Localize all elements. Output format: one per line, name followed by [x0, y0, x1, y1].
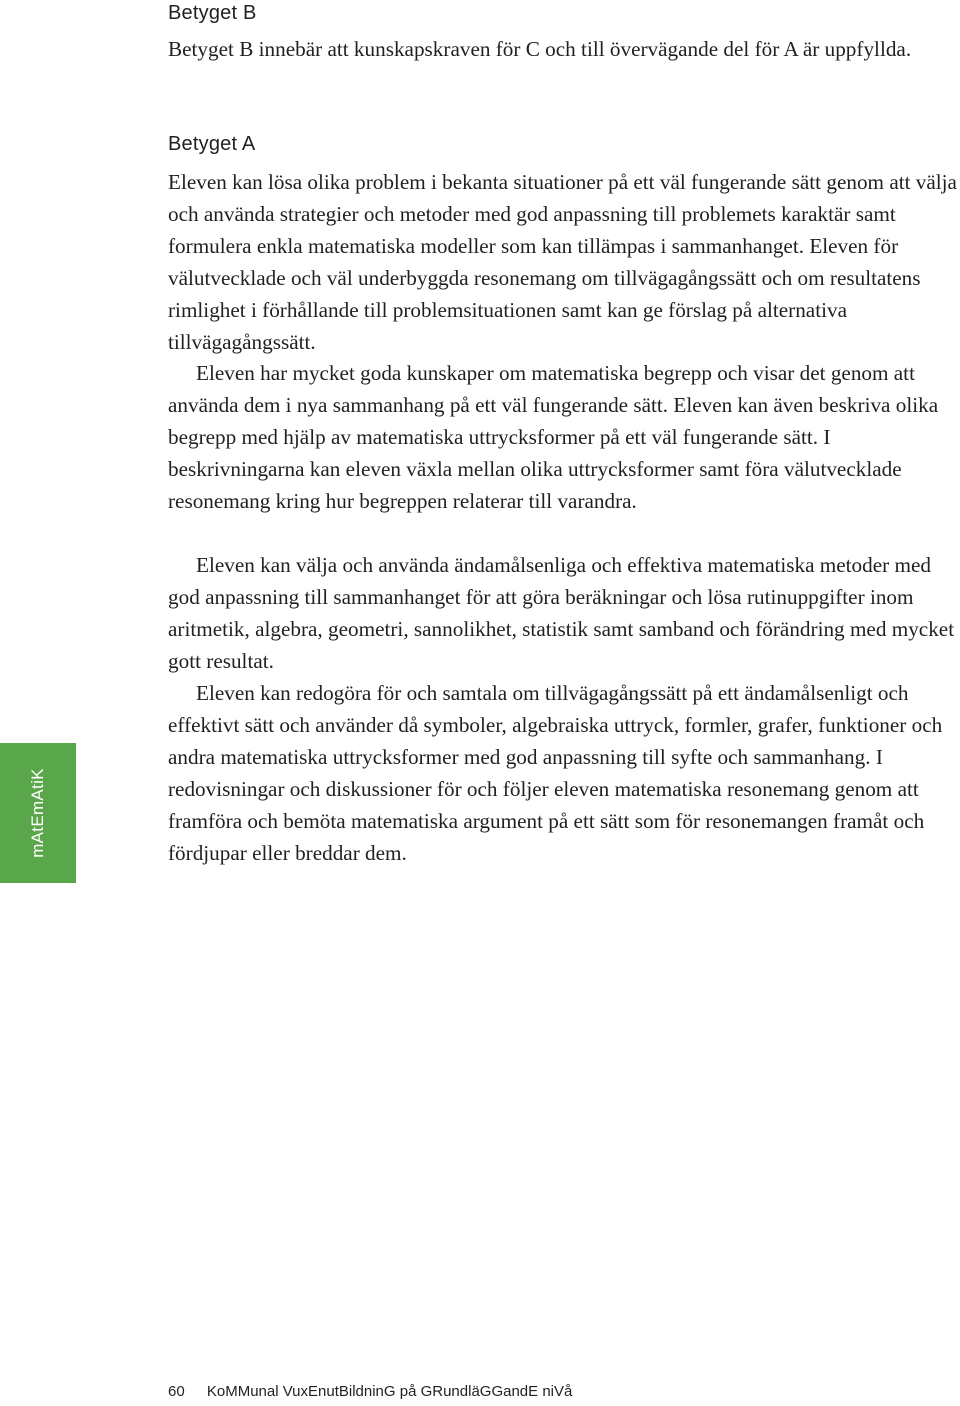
paragraph-betyget-a-1: Eleven kan lösa olika problem i bekanta situationer på ett väl fungerande sätt genom att välja och använda strategier och metoder med god anpassning till problemets karaktär samt formulera enkla matematiska modeller som kan tillämpas i sammanhanget. Eleven för välutvecklade och väl underbyggda resonemang om tillvägagångssätt och om resultatens rimlighet i förhållande till problemsituationen samt kan ge förslag på alternativa tillvägagångssätt. [168, 170, 957, 354]
paragraph-betyget-a-2: Eleven har mycket goda kunskaper om matematiska begrepp och visar det genom att använda dem i nya sammanhang på ett väl fungerande sätt. Eleven kan även beskriva olika begrepp med hjälp av matematiska uttrycksformer på ett väl fungerande sätt. I beskrivningarna kan eleven växla mellan olika uttrycksformer samt föra välutvecklade resonemang kring hur begreppen relaterar till varandra. [168, 361, 939, 513]
running-title: KoMMunal VuxEnutBildninG på GRundläGGandE niVå [206, 1383, 573, 1400]
side-section-label: mAtEmAtiK [28, 768, 47, 858]
paragraph-betyget-a-4: Eleven kan redogöra för och samtala om tillvägagångssätt på ett ändamålsenligt och effektivt sätt och använder då symboler, algebraiska uttryck, formler, grafer, funktioner och andra matematiska uttrycksformer med god anpassning till syfte och sammanhang. I redovisningar och diskussioner för och följer eleven matematiska resonemang genom att framföra och bemöta matematiska argument på ett sätt som för resonemangen framåt och fördjupar eller breddar dem. [168, 681, 943, 865]
paragraph-betyget-a-3: Eleven kan välja och använda ändamålsenliga och effektiva matematiska metoder med god anpassning till sammanhanget för att göra beräkningar och lösa rutinuppgifter inom aritmetik, algebra, geometri, sannolikhet, statistik samt samband och förändring med mycket gott resultat. [168, 553, 955, 673]
page-footer [168, 1382, 572, 1402]
paragraph-betyget-b: Betyget B innebär att kunskapskraven för C och till övervägande del för A är uppfyllda. [168, 37, 912, 61]
page-number: 60 [168, 1383, 185, 1400]
heading-betyget-a: Betyget A [168, 133, 256, 155]
heading-betyget-b: Betyget B [168, 2, 257, 24]
